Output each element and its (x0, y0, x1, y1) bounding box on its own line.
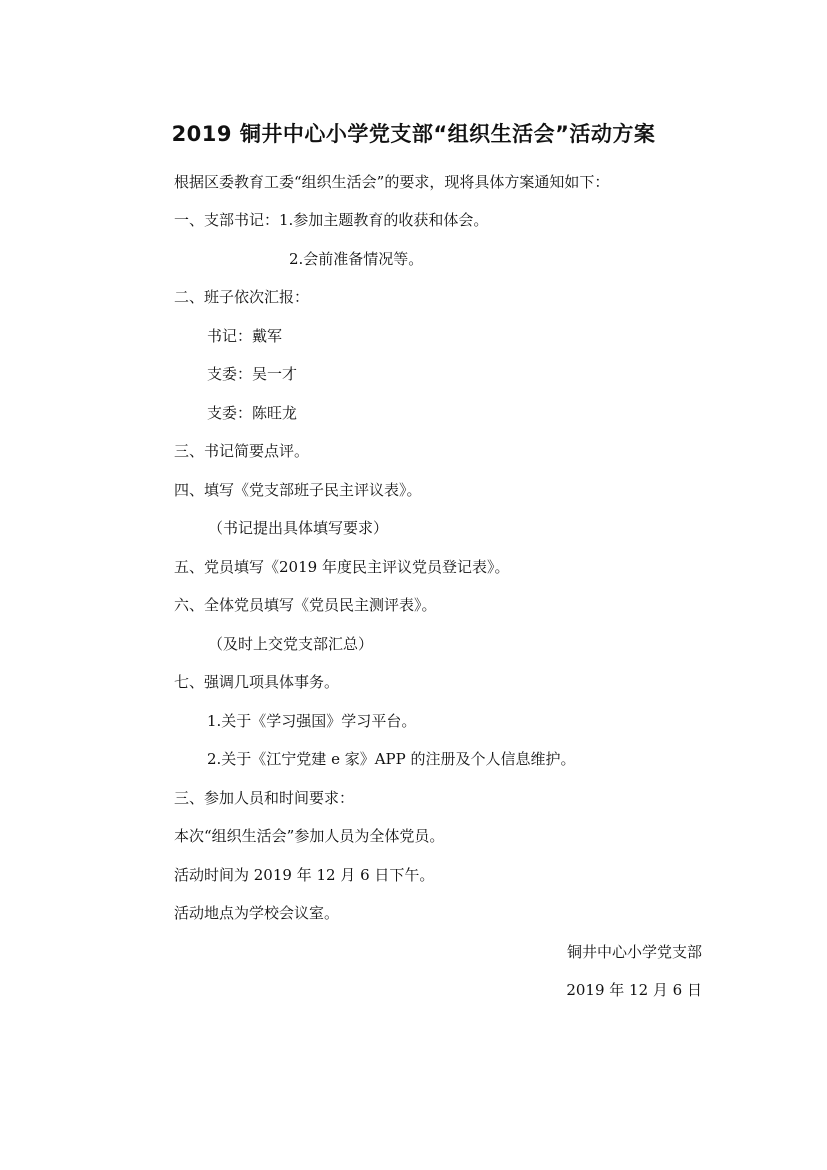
item-1-sub-line: 2.会前准备情况等。 (289, 250, 424, 268)
reporter-member-2: 支委：陈旺龙 (207, 404, 298, 422)
item-7-line: 七、强调几项具体事务。 (174, 673, 340, 691)
intro-line: 根据区委教育工委“组织生活会”的要求，现将具体方案通知如下： (174, 173, 610, 191)
signature-date: 2019 年 12 月 6 日 (566, 981, 702, 999)
item-1-line: 一、支部书记：1.参加主题教育的收获和体会。 (174, 211, 489, 229)
item-4-note: （书记提出具体填写要求） (208, 519, 389, 537)
reporter-secretary: 书记：戴军 (207, 327, 283, 345)
item-6-note: （及时上交党支部汇总） (208, 635, 374, 653)
item-4-line: 四、填写《党支部班子民主评议表》。 (174, 481, 422, 499)
item-2-line: 二、班子依次汇报： (174, 288, 310, 306)
participants-line: 本次“组织生活会”参加人员为全体党员。 (174, 827, 445, 845)
item-7-sub-2: 2.关于《江宁党建 e 家》APP 的注册及个人信息维护。 (207, 750, 576, 768)
item-6-line: 六、全体党员填写《党员民主测评表》。 (174, 596, 437, 614)
time-line: 活动时间为 2019 年 12 月 6 日下午。 (174, 866, 435, 884)
item-7-sub-1: 1.关于《学习强国》学习平台。 (207, 712, 417, 730)
item-5-line: 五、党员填写《2019 年度民主评议党员登记表》。 (174, 558, 510, 576)
location-line: 活动地点为学校会议室。 (174, 904, 340, 922)
item-3-line: 三、书记简要点评。 (174, 442, 310, 460)
document-title: 2019 铜井中心小学党支部“组织生活会”活动方案 (171, 122, 656, 146)
requirements-heading: 三、参加人员和时间要求： (174, 789, 355, 807)
signature-organization: 铜井中心小学党支部 (566, 943, 702, 961)
reporter-member-1: 支委：吴一才 (207, 365, 298, 383)
